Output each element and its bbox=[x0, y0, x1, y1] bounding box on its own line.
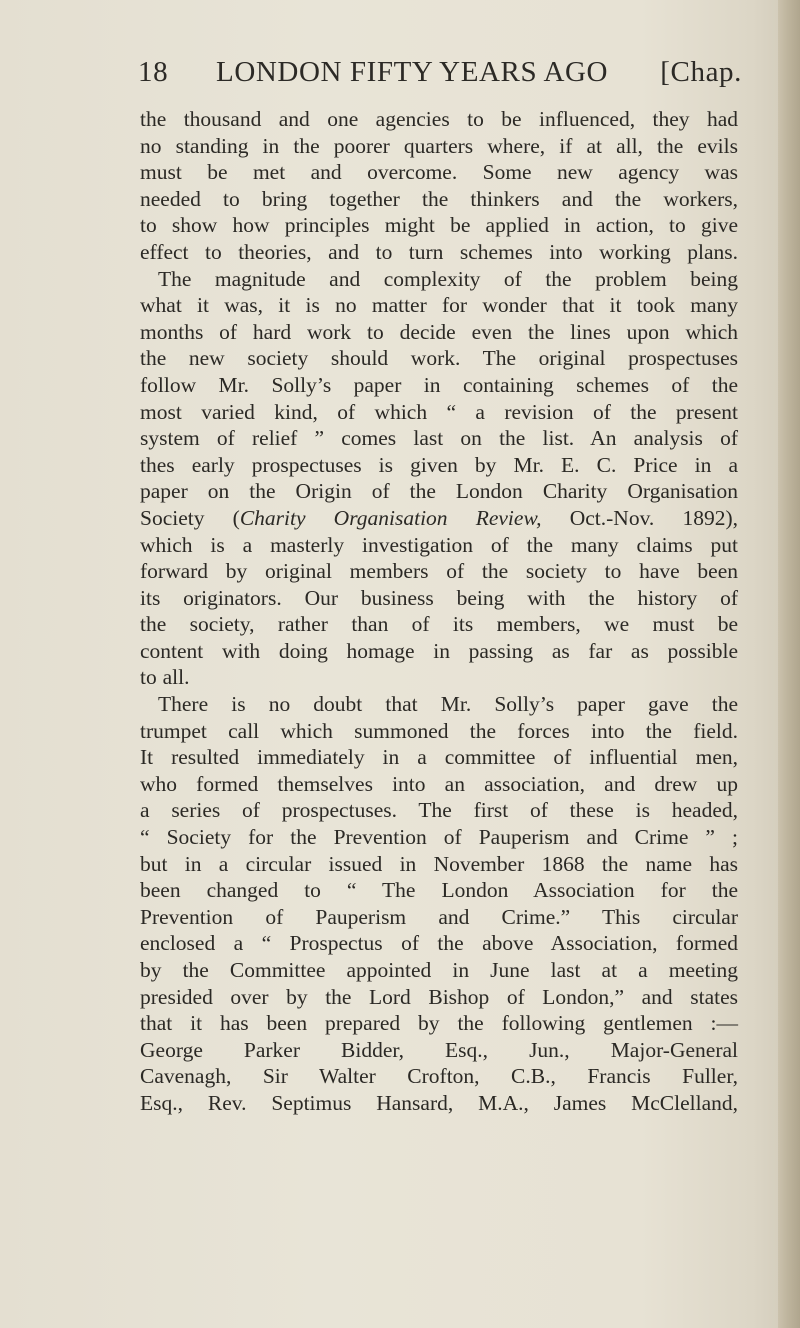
text-line: the society, rather than of its members, we must be bbox=[140, 612, 738, 637]
text-line: needed to bring together the thinkers and the workers, bbox=[140, 186, 738, 211]
text-line: Esq., Rev. Septimus Hansard, M.A., James McClelland, bbox=[140, 1090, 738, 1115]
text-line: There is no doubt that Mr. Solly’s paper gave the bbox=[158, 692, 738, 717]
text-segment: Oct.-Nov. 1892), bbox=[541, 505, 738, 530]
text-line: which is a masterly investigation of the many claims put bbox=[140, 532, 738, 557]
running-title: LONDON FIFTY YEARS AGO bbox=[216, 56, 609, 88]
page-number: 18 bbox=[138, 56, 169, 88]
text-line: most varied kind, of which “ a revision of the present bbox=[140, 399, 738, 424]
text-line: must be met and overcome. Some new agency was bbox=[140, 160, 738, 185]
text-line: been changed to “ The London Association for the bbox=[140, 878, 738, 903]
text-line: The magnitude and complexity of the problem being bbox=[158, 266, 738, 291]
text-line: thes early prospectuses is given by Mr. E. C. Price in a bbox=[140, 452, 738, 477]
text-line: “ Society for the Prevention of Pauperism and Crime ” ; bbox=[140, 825, 738, 850]
text-line: a series of prospectuses. The first of these is headed, bbox=[140, 798, 738, 823]
text-line: that it has been prepared by the following gentlemen :— bbox=[140, 1011, 738, 1036]
text-line: It resulted immediately in a committee of influential men, bbox=[140, 745, 738, 770]
text-line: Prevention of Pauperism and Crime.” This circular bbox=[140, 904, 738, 929]
text-line: follow Mr. Solly’s paper in containing schemes of the bbox=[140, 372, 738, 397]
page-edge bbox=[778, 0, 800, 1328]
text-line: no standing in the poorer quarters where, if at all, the evils bbox=[140, 133, 738, 158]
text-line: presided over by the Lord Bishop of London,” and states bbox=[140, 984, 738, 1009]
text-line: to show how principles might be applied in action, to give bbox=[140, 213, 738, 238]
text-line: but in a circular issued in November 1868 the name has bbox=[140, 851, 738, 876]
text-line: the new society should work. The original prospectuses bbox=[140, 346, 738, 371]
text-line: paper on the Origin of the London Charity Organisation bbox=[140, 479, 738, 504]
journal-title: Charity Organisation Review, bbox=[239, 505, 542, 530]
chapter-label: [Chap. bbox=[660, 56, 742, 88]
text-line-with-citation bbox=[140, 505, 738, 532]
text-line: what it was, it is no matter for wonder that it took many bbox=[140, 293, 738, 318]
text-line: George Parker Bidder, Esq., Jun., Major-General bbox=[140, 1037, 738, 1062]
running-head bbox=[138, 56, 742, 96]
text-line: forward by original members of the society to have been bbox=[140, 559, 738, 584]
text-line: its originators. Our business being with the history of bbox=[140, 585, 738, 610]
text-line: effect to theories, and to turn schemes into working plans. bbox=[140, 239, 738, 264]
text-line: months of hard work to decide even the lines upon which bbox=[140, 319, 738, 344]
text-line: to all. bbox=[140, 665, 190, 690]
text-line: trumpet call which summoned the forces into the field. bbox=[140, 718, 738, 743]
text-line: who formed themselves into an association, and drew up bbox=[140, 771, 738, 796]
text-line: content with doing homage in passing as far as possible bbox=[140, 638, 738, 663]
text-line: by the Committee appointed in June last at a meeting bbox=[140, 958, 738, 982]
body-text bbox=[140, 106, 738, 1117]
text-segment: Society ( bbox=[140, 505, 240, 530]
text-line: enclosed a “ Prospectus of the above Association, formed bbox=[140, 931, 738, 956]
text-line: the thousand and one agencies to be influenced, they had bbox=[140, 107, 738, 131]
text-line: Cavenagh, Sir Walter Crofton, C.B., Francis Fuller, bbox=[140, 1064, 738, 1089]
text-line: system of relief ” comes last on the list. An analysis of bbox=[140, 426, 738, 451]
